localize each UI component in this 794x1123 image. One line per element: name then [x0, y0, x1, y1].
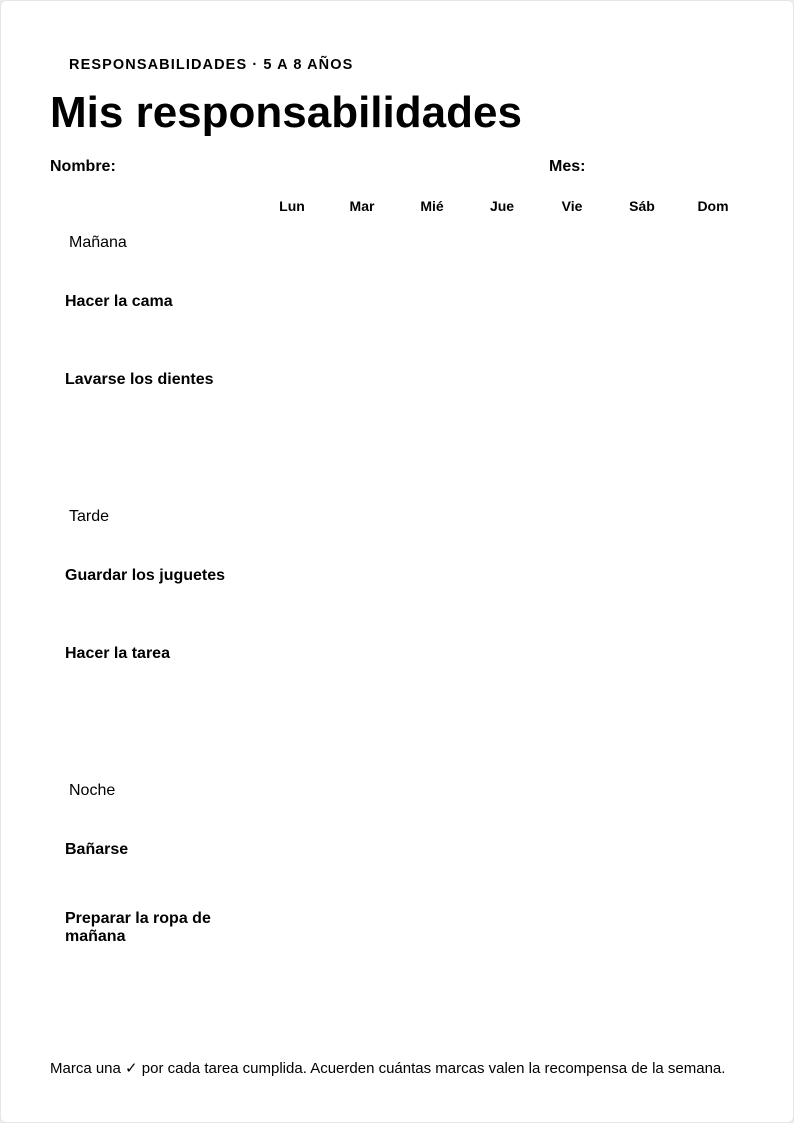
task-label: Preparar la ropa de mañana	[65, 910, 211, 945]
day-header-sab: Sáb	[629, 198, 655, 214]
section-title-afternoon: Tarde	[69, 508, 110, 525]
day-header-mar: Mar	[349, 198, 375, 214]
task-label: Lavarse los dientes	[65, 371, 214, 388]
task-label: Hacer la tarea	[65, 645, 170, 662]
days-header	[1, 198, 794, 216]
section-title-night: Noche	[69, 782, 116, 799]
task-label: Guardar los juguetes	[65, 567, 226, 584]
page-title: Mis responsabilidades	[50, 88, 522, 137]
name-label: Nombre:	[50, 158, 116, 175]
day-header-dom: Dom	[697, 198, 729, 214]
day-header-jue: Jue	[489, 198, 515, 214]
month-label: Mes:	[549, 158, 586, 175]
day-header-vie: Vie	[561, 198, 583, 214]
section-title-morning: Mañana	[69, 234, 127, 251]
task-label: Hacer la cama	[65, 293, 173, 310]
day-header-mie: Mié	[420, 198, 444, 214]
page-eyebrow: RESPONSABILIDADES · 5 A 8 AÑOS	[69, 57, 354, 73]
footnote: Marca una ✓ por cada tarea cumplida. Acuerden cuántas marcas valen la recompensa de la semana.	[50, 1060, 726, 1077]
task-label: Bañarse	[65, 841, 129, 858]
day-header-lun: Lun	[279, 198, 305, 214]
